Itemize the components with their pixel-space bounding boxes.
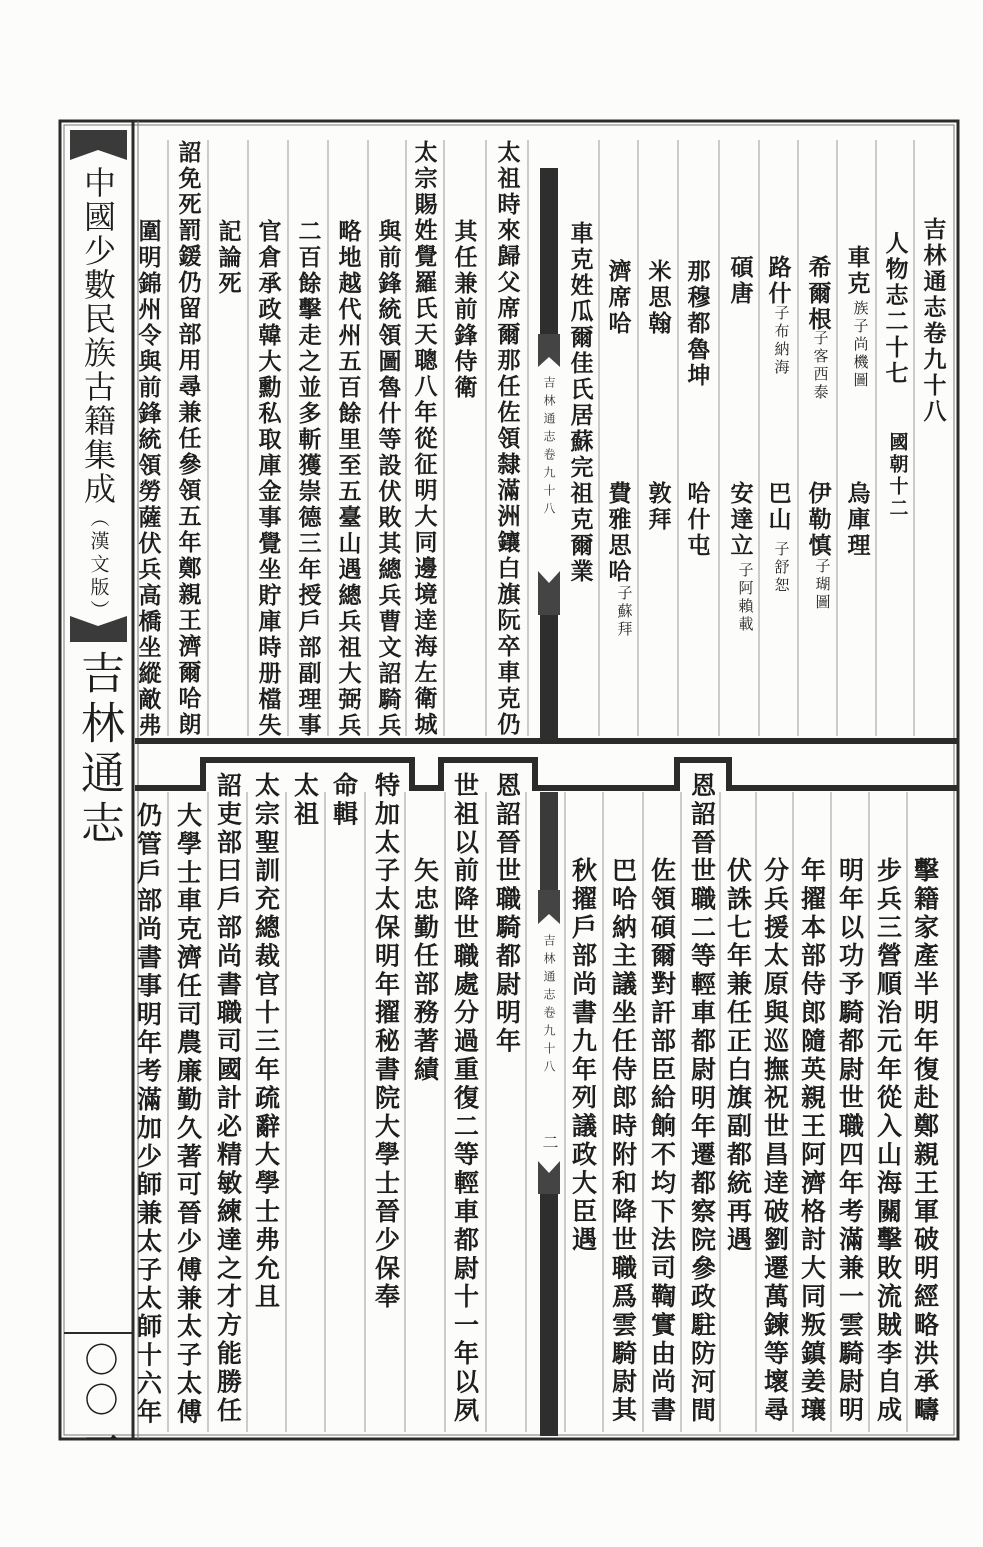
book-title: 吉林通志 bbox=[73, 650, 124, 850]
biography-name: 濟席哈 bbox=[604, 259, 632, 337]
text-column-raised: 詔免死罰鍰仍留部用尋兼任參領五年鄭親王濟爾哈朗 bbox=[174, 140, 202, 738]
fishtail-bottom-upper bbox=[538, 890, 560, 924]
biography-name: 碩唐 bbox=[726, 255, 754, 307]
text-column-raised: 太祖時來歸父席爾那任佐領隸滿洲鑲白旗阮卒車克仍 bbox=[493, 140, 521, 738]
biography-name: 伊勒慎 bbox=[804, 481, 832, 559]
text-column: 佐領碩爾對訐部臣給餉不均下法司鞫實由尚書 bbox=[647, 857, 677, 1425]
biography-name: 那穆都魯坤 bbox=[683, 259, 711, 389]
text-column-raised: 太宗賜姓覺羅氏天聰八年從征明大同邊境逹海左衛城 bbox=[410, 140, 438, 738]
biography-name: 米思翰 bbox=[644, 259, 672, 337]
text-column-raised: 詔吏部曰戶部尚書職司國計必精敏練達之才方能勝任 bbox=[213, 772, 243, 1426]
text-column: 矢忠勤任部務著績 bbox=[410, 857, 440, 1085]
text-column: 明年以功予騎都尉世職四年考滿兼一雲騎尉明 bbox=[835, 857, 865, 1425]
center-fold bbox=[538, 168, 560, 1436]
fold-label-top: 吉林通志卷九十八 bbox=[542, 376, 556, 520]
biography-note: 子阿賴載 bbox=[736, 562, 755, 634]
biography-name: 路什 bbox=[764, 255, 792, 307]
text-column: 巴哈納主議坐任侍郎時附和降世職爲雲騎尉其 bbox=[608, 857, 638, 1425]
text-column-raised: 太宗聖訓充總裁官十三年疏辭大學士弗允且 bbox=[251, 772, 281, 1312]
biography-note: 族子尚機圖 bbox=[851, 300, 870, 390]
biography-name: 車克 bbox=[843, 245, 871, 297]
text-column: 記論死 bbox=[214, 219, 242, 297]
text-column: 仍管戶部尚書事明年考滿加少師兼太子太師十六年 bbox=[133, 802, 163, 1427]
biography-name: 安達立 bbox=[726, 481, 754, 559]
text-column: 官倉承政韓大勳私取庫金事覺坐貯庫時册檔失 bbox=[254, 219, 282, 739]
fold-label-bottom: 吉林通志卷九十八 bbox=[542, 934, 556, 1078]
biography-name: 哈什屯 bbox=[683, 481, 711, 559]
text-column: 圍明錦州令與前鋒統領勞薩伏兵高橋坐縱敵弗 bbox=[134, 219, 162, 739]
text-column: 大學士車克濟任司農廉勤久著可晉少傅兼太子太傅 bbox=[173, 802, 203, 1427]
text-column: 年擢本部侍郎隨英親王阿濟格討大同叛鎮姜瓖 bbox=[797, 857, 827, 1425]
text-column-raised: 恩詔晉世職騎都尉明年 bbox=[492, 772, 522, 1056]
text-column: 略地越代州五百餘里至五臺山遇總兵祖大弼兵 bbox=[334, 219, 362, 739]
volume-title: 吉林通志卷九十八 bbox=[919, 217, 947, 425]
biography-note: 子客西泰 bbox=[811, 330, 830, 402]
text-column: 秋擢戶部尚書九年列議政大臣遇 bbox=[568, 857, 598, 1255]
fishtail-top-upper bbox=[538, 334, 560, 367]
text-column-raised: 命輯 bbox=[329, 772, 359, 829]
text-column: 與前鋒統領圖魯什等設伏敗其總兵曹文詔騎兵 bbox=[374, 219, 402, 739]
biography-name: 希爾根 bbox=[804, 255, 832, 333]
text-column: 伏誅七年兼任正白旗副都統再遇 bbox=[723, 857, 753, 1255]
biography-name: 巴山 bbox=[764, 481, 792, 533]
fishtail-top-lower bbox=[538, 571, 560, 615]
text-column-raised: 恩詔晉世職二等輕車都尉明年遷都察院參政駐防河間 bbox=[687, 772, 717, 1426]
text-column: 二百餘擊走之並多斬獲崇德三年授戶部副理事 bbox=[294, 219, 322, 739]
series-title: 中國少數民族古籍集成 bbox=[79, 166, 117, 506]
text-column: 其任兼前鋒侍衛 bbox=[450, 219, 478, 401]
leaf-number: 二 bbox=[540, 1134, 559, 1156]
section-title: 人物志二十七 bbox=[881, 231, 909, 387]
page-number: 〇〇一 bbox=[78, 1342, 118, 1462]
biography-note: 子布納海 bbox=[772, 305, 791, 377]
text-column: 車克姓瓜爾佳氏居蘇完祖克爾業 bbox=[566, 221, 594, 585]
biography-note: 子蘇拜 bbox=[615, 585, 634, 639]
biography-name: 敦拜 bbox=[644, 481, 672, 533]
chevron-bar-top bbox=[70, 130, 127, 160]
fishtail-bottom-lower bbox=[538, 1161, 560, 1194]
biography-note: 子瑚圖 bbox=[813, 558, 832, 612]
text-column-raised: 太祖 bbox=[290, 772, 320, 829]
text-column: 擊籍家產半明年復赴鄭親王軍破明經略洪承疇 bbox=[910, 857, 940, 1425]
text-column-raised: 特加太子太保明年擢秘書院大學士晉少保奉 bbox=[371, 772, 401, 1312]
text-column: 分兵援太原與巡撫祝世昌逹破劉遷萬鍊等壞尋 bbox=[760, 857, 790, 1425]
text-column-raised: 世祖以前降世職處分過重復二等輕車都尉十一年以夙 bbox=[450, 772, 480, 1426]
section-subtitle: 國朝十二 bbox=[886, 432, 909, 520]
biography-name: 烏庫理 bbox=[843, 481, 871, 559]
text-column: 步兵三營順治元年從入山海關擊敗流賊李自成 bbox=[873, 857, 903, 1425]
biography-note: 子舒恕 bbox=[772, 541, 791, 595]
edition-label: （漢文版） bbox=[87, 508, 110, 623]
biography-name: 費雅思哈 bbox=[604, 481, 632, 585]
